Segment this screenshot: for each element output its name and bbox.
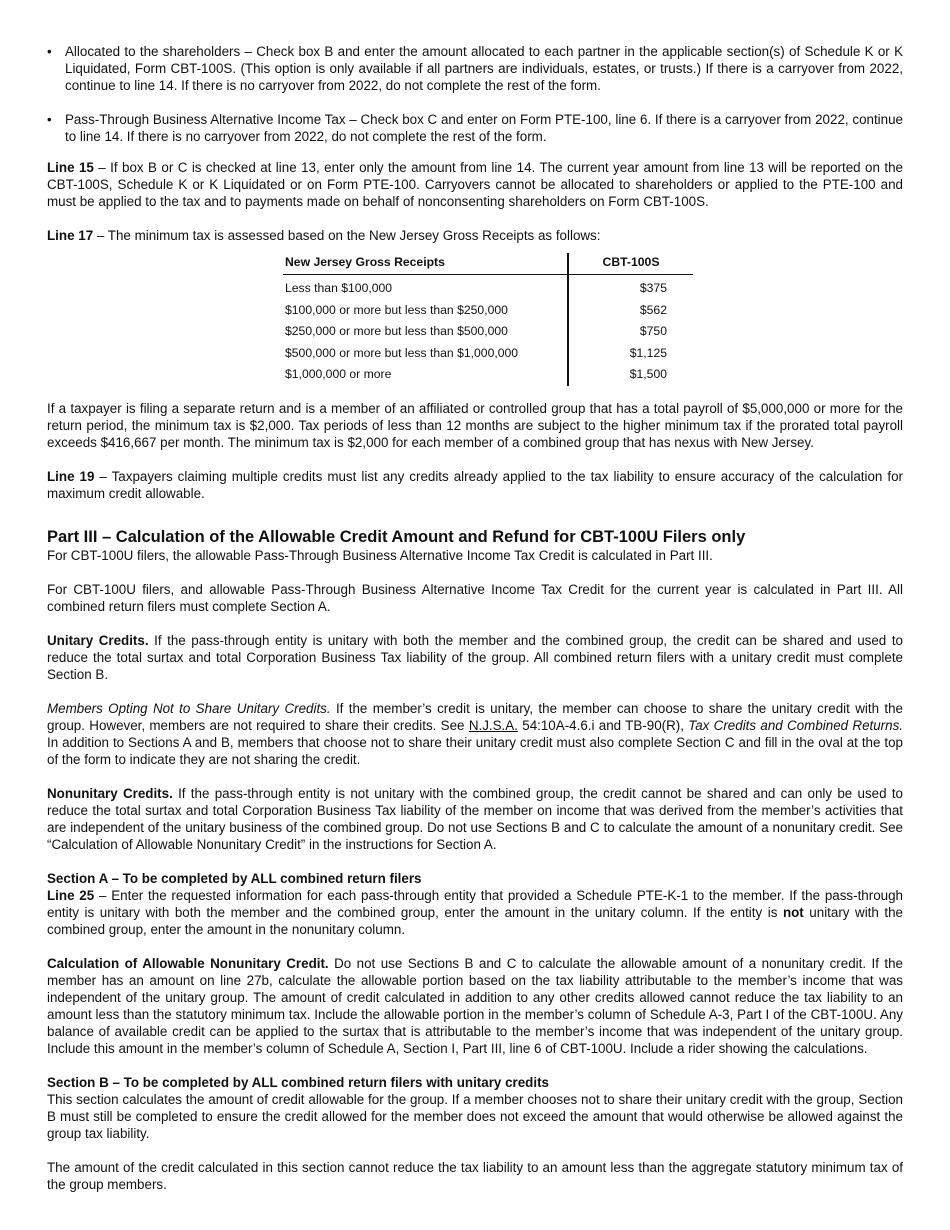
part3-intro-1: For CBT-100U filers, the allowable Pass-Through Business Alternative Income Tax Credit is calculated in Part III. [47, 547, 713, 563]
tax-cell: $750 [568, 321, 693, 343]
receipts-cell: $1,000,000 or more [285, 367, 392, 381]
table-row [283, 343, 693, 365]
line15-label: Line 15 [47, 160, 94, 175]
table-row [283, 364, 693, 386]
bullet-text: Pass-Through Business Alternative Income Tax – Check box C and enter on Form PTE-100, line 6. If there is a carryover from 2022, continue to line 14. If there is no carryover from 2022, do not complete the rest of the form. [65, 112, 903, 144]
nonunitary-calculation-label: Calculation of Allowable Nonunitary Credit. [47, 955, 329, 971]
line19-paragraph [47, 468, 903, 502]
opting-not-to-share-paragraph [47, 700, 903, 768]
line19-label: Line 19 [47, 468, 95, 484]
line17-paragraph [47, 227, 903, 244]
receipts-cell: Less than $100,000 [285, 281, 393, 295]
line15-text: – If box B or C is checked at line 13, enter only the amount from line 14. The current year amount from line 13 will be reported on the CBT-100S, Schedule K or K Liquidated or on Form PTE-100. Carryovers cannot be allocated to shareholders or applied to the PTE-100 and must be applied to the tax and to payments made on behalf of nonconsenting shareholders on Form CBT-100S. [47, 160, 903, 209]
section-b-paragraph-1: This section calculates the amount of credit allowable for the group. If a member chooses not to share their unitary credit with the group, Section B must still be completed to ensure the credit allowed for the member does not exceed the amount that would otherwise be allowed against the group tax liability. [47, 1091, 903, 1141]
receipts-cell: $100,000 or more but less than $250,000 [285, 302, 508, 317]
bullet-symbol: • [47, 44, 52, 59]
line19-text: – Taxpayers claiming multiple credits must list any credits already applied to the tax liability to ensure accuracy of the calculation for maximum credit allowable. [47, 468, 903, 501]
bullet-item [47, 111, 903, 145]
bullet-text: Allocated to the shareholders – Check box B and enter the amount allocated to each partner in the applicable section(s) of Schedule K or K Liquidated, Form CBT-100S. (This option is only available if all partners are individuals, estates, or trusts.) If there is a carryover from 2022, continue to line 14. If there is no carryover from 2022, do not complete the rest of the form. [65, 44, 903, 93]
opting-text-1: If the member’s credit is unitary, the member can choose to share the unitary credit with the group. However, members are not required to share their credits. See [47, 700, 903, 733]
column-header-cbt100s: CBT-100S [568, 253, 693, 275]
section-b-heading: Section B – To be completed by ALL combined return filers with unitary credits [47, 1074, 549, 1090]
part3-intro-2: For CBT-100U filers, and allowable Pass-Through Business Alternative Income Tax Credit for the current year is calculated in Part III. All combined return filers must complete Section A. [47, 581, 903, 614]
unitary-credits-paragraph [47, 632, 903, 683]
njsa-link[interactable]: N.J.S.A. [468, 717, 518, 733]
table-row [283, 275, 693, 300]
nonunitary-calculation-paragraph [47, 955, 903, 1057]
table-header-row [283, 253, 693, 275]
part3-heading: Part III – Calculation of the Allowable Credit Amount and Refund for CBT-100U Filers only [47, 527, 746, 546]
nonunitary-credits-text: If the pass-through entity is not unitary with the combined group, the credit cannot be shared and can only be used to reduce the total surtax and total Corporation Business Tax liability of the member on income that was derived from the member’s activities that are independent of the unitary business of the combined group. Do not use Sections B and C to calculate the amount of a nonunitary credit. See “Calculation of Allowable Nonunitary Credit” in the instructions for Section A. [47, 785, 904, 852]
publication-title: Tax Credits and Combined Returns. [688, 717, 904, 733]
opting-text-2: 54:10A-4.6.i and TB-90(R), [517, 717, 689, 733]
tax-cell: $1,125 [568, 343, 693, 365]
line25-emphasis: not [782, 904, 804, 920]
line15-paragraph [47, 159, 903, 210]
minimum-tax-table [283, 253, 693, 386]
tax-cell: $562 [568, 300, 693, 322]
tax-cell: $1,500 [568, 364, 693, 386]
opting-label: Members Opting Not to Share Unitary Credits. [47, 700, 331, 716]
bullet-item [47, 43, 903, 94]
table-row [283, 321, 693, 343]
unitary-credits-text: If the pass-through entity is unitary with both the member and the combined group, the credit can be shared and used to reduce the total surtax and total Corporation Business Tax liability of the group. All combined return filers with a unitary credit must complete Section B. [47, 632, 903, 682]
unitary-credits-label: Unitary Credits. [47, 632, 149, 648]
line25-paragraph [47, 887, 903, 938]
nonunitary-credits-label: Nonunitary Credits. [47, 785, 173, 801]
receipts-cell: $250,000 or more but less than $500,000 [285, 324, 508, 338]
separate-return-paragraph: If a taxpayer is filing a separate return and is a member of an affiliated or controlled group that has a total payroll of $5,000,000 or more for the return period, the minimum tax is $2,000. Tax periods of less than 12 months are subject to the higher minimum tax if the prorated total payroll exceeds $416,667 per month. The minimum tax is $2,000 for each member of a combined group that has nexus with New Jersey. [47, 400, 903, 450]
line17-label: Line 17 [47, 228, 94, 243]
line17-text: – The minimum tax is assessed based on the New Jersey Gross Receipts as follows: [93, 228, 601, 243]
nonunitary-credits-paragraph [47, 785, 903, 853]
receipts-cell: $500,000 or more but less than $1,000,000 [285, 345, 519, 360]
opting-text-3: In addition to Sections A and B, members that choose not to share their unitary credit must also complete Section C and fill in the oval at the top of the form to indicate they are not sharing the credit. [47, 734, 903, 767]
nonunitary-calculation-text: Do not use Sections B and C to calculate the allowable amount of a nonunitary credit. If the member has an amount on line 27b, calculate the allowable portion based on the tax liability attributable to the member’s income that was independent of the unitary group. The amount of credit calculated in addition to any other credits allowed cannot reduce the tax liability to an amount less than the statutory minimum tax. Include the allowable portion in the member’s column of Schedule A-3, Part I of the CBT-100U. Any balance of available credit can be applied to the surtax that is attributable to the member’s income that was independent of the unitary group. Include this amount in the member’s column of Schedule A, Section I, Part III, line 6 of CBT-100U. Include a rider showing the calculations. [47, 955, 903, 1056]
table-row [283, 300, 693, 322]
tax-cell: $375 [568, 275, 693, 300]
section-b-paragraph-2: The amount of the credit calculated in this section cannot reduce the tax liability to an amount less than the aggregate statutory minimum tax of the group members. [47, 1159, 903, 1192]
line25-text-1: – Enter the requested information for each pass-through entity that provided a Schedule PTE-K-1 to the member. If the pass-through entity is unitary with both the member and the combined group, enter the amount in the unitary column. If the entity is [47, 887, 903, 920]
bullet-symbol: • [47, 112, 52, 127]
section-a-heading: Section A – To be completed by ALL combined return filers [47, 870, 422, 886]
column-header-receipts: New Jersey Gross Receipts [283, 253, 568, 275]
line25-text-2: unitary with the combined group, enter the amount in the nonunitary column. [47, 904, 903, 937]
line25-label: Line 25 [47, 887, 95, 903]
